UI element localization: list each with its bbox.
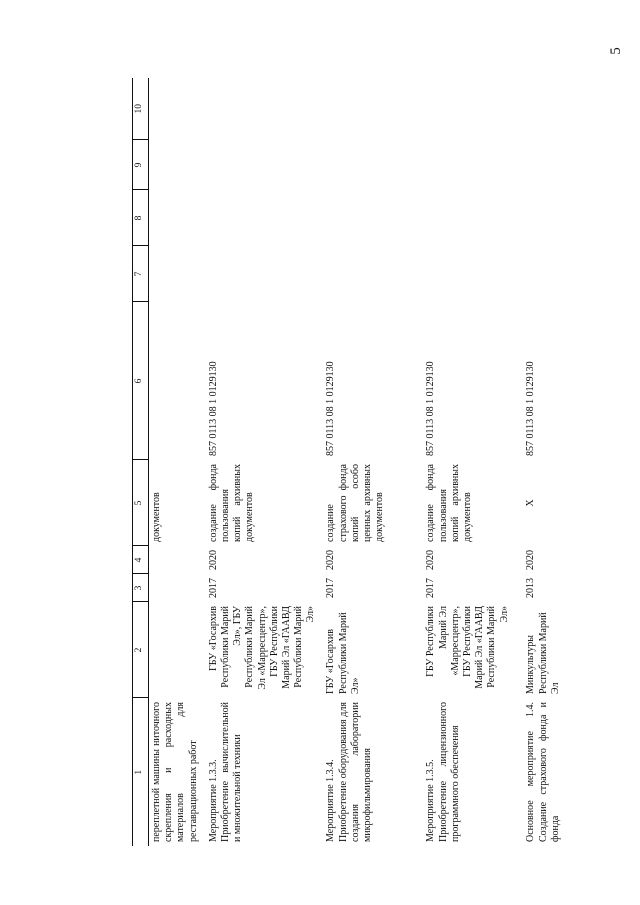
cell-end-year: 2020 [525, 550, 537, 570]
cell-start-year: 2017 [325, 578, 337, 598]
cell-executor: ГБУ «Госархив Республики Марий Эл», ГБУ Республики Марий Эл «Марресцентр», ГБУ Республики Марий Эл «ГААВД Республики Марий Эл» [207, 606, 317, 690]
header-col-5: 5 [133, 460, 149, 546]
cell-measure-name: переплетной машины ниточного скрепления и расходных материалов для реставрационных работ [151, 702, 199, 842]
cell-measure-name: Мероприятие 1.3.5. Приобретение лицензионного программного обеспечения [425, 702, 461, 842]
table-row [419, 78, 519, 846]
header-col-10: 10 [133, 78, 149, 140]
table-row [319, 78, 419, 846]
cell-executor: ГБУ Республики Марий Эл «Марресцентр», ГБУ Республики Марий Эл «ГААВД Республики Марий Эл» [425, 606, 510, 689]
table-row-continuation [149, 78, 202, 846]
header-col-8: 8 [133, 190, 149, 246]
cell-start-year: 2017 [425, 578, 437, 598]
cell-executor: Минкультуры Республики Марий Эл [525, 612, 561, 694]
header-col-6: 6 [133, 302, 149, 460]
cell-budget-code: 857 0113 08 1 0129130 [207, 361, 219, 456]
table-row [519, 78, 619, 846]
header-col-4: 4 [133, 546, 149, 574]
page-number: 5 [608, 47, 624, 55]
header-col-2: 2 [133, 602, 149, 698]
header-col-3: 3 [133, 574, 149, 602]
cell-start-year: 2017 [207, 578, 219, 598]
cell-end-year: 2020 [425, 550, 437, 570]
cell-start-year: 2013 [525, 578, 537, 598]
cell-budget-code: 857 0113 08 1 0129130 [525, 361, 537, 456]
cell-budget-code: 857 0113 08 1 0129130 [325, 361, 337, 456]
cell-budget-code: 857 0113 08 1 0129130 [425, 361, 437, 456]
cell-measure-name: Мероприятие 1.3.4. Приобретение оборудования для создания лаборатории микрофильмирования [325, 702, 373, 842]
header-col-1: 1 [133, 698, 149, 846]
rotated-table-container [132, 78, 599, 846]
table-row [202, 78, 320, 846]
table-header-row [133, 78, 149, 846]
program-measures-table [132, 78, 619, 846]
cell-result: документов [151, 492, 162, 542]
header-col-9: 9 [133, 140, 149, 190]
cell-result: создание фонда пользования копий архивных документов [207, 464, 256, 542]
cell-end-year: 2020 [207, 550, 219, 570]
cell-measure-name: Основное мероприятие 1.4. Создание страхового фонда и фонда [525, 702, 561, 842]
cell-result: X [525, 499, 537, 507]
cell-measure-name: Мероприятие 1.3.3. Приобретение вычислительной и множительной техники [207, 702, 244, 842]
cell-result: создание фонда пользования копий архивных документов [425, 464, 473, 542]
header-col-7: 7 [133, 246, 149, 302]
cell-end-year: 2020 [325, 550, 337, 570]
cell-executor: ГБУ «Госархив Республики Марий Эл» [325, 612, 361, 694]
cell-result: создание страхового фонда копий особо ценных архивных документов [325, 464, 386, 542]
